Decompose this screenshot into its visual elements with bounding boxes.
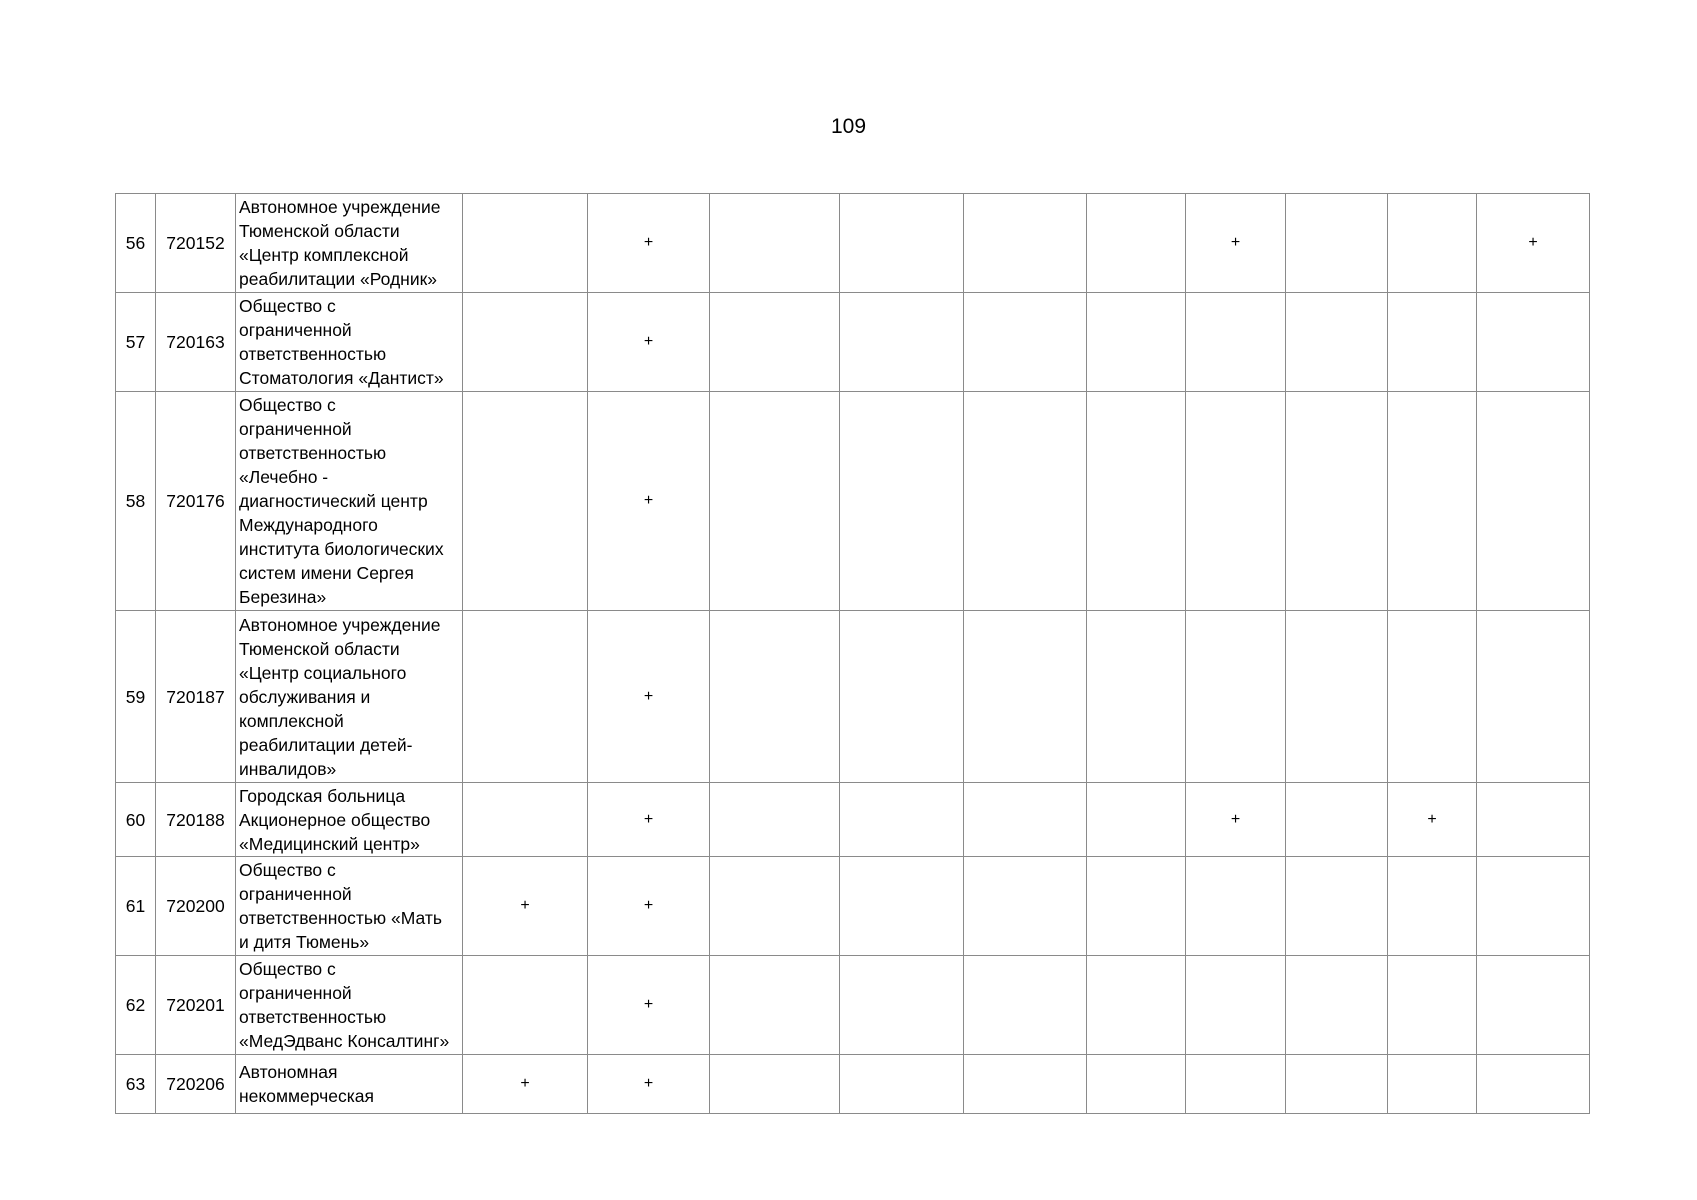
mark-cell (1186, 857, 1286, 956)
organization-code: 720176 (156, 392, 236, 611)
mark-cell (840, 857, 964, 956)
mark-cell (1388, 956, 1477, 1055)
mark-cell (1286, 783, 1388, 857)
row-number: 59 (116, 611, 156, 783)
mark-cell (1087, 1055, 1186, 1114)
mark-cell (1286, 293, 1388, 392)
mark-cell (1186, 611, 1286, 783)
mark-cell (964, 783, 1087, 857)
table-body (116, 194, 1590, 1114)
mark-cell (1087, 956, 1186, 1055)
organization-code: 720206 (156, 1055, 236, 1114)
mark-cell (1477, 857, 1590, 956)
mark-cell (1286, 392, 1388, 611)
mark-cell (1186, 956, 1286, 1055)
mark-cell (1477, 392, 1590, 611)
mark-cell (964, 293, 1087, 392)
organization-name: Общество с ограниченной ответственностью Стоматология «Дантист» (236, 293, 463, 392)
mark-cell (1087, 392, 1186, 611)
mark-cell: + (588, 194, 710, 293)
mark-cell (1286, 194, 1388, 293)
mark-cell: + (588, 783, 710, 857)
organization-code: 720152 (156, 194, 236, 293)
mark-cell (1286, 1055, 1388, 1114)
mark-cell (1477, 783, 1590, 857)
table-row (116, 392, 1590, 611)
mark-cell: + (588, 857, 710, 956)
mark-cell (1388, 194, 1477, 293)
mark-cell (1087, 293, 1186, 392)
mark-cell (1186, 1055, 1286, 1114)
mark-cell: + (588, 956, 710, 1055)
mark-cell (463, 956, 588, 1055)
mark-cell (463, 293, 588, 392)
mark-cell (1477, 293, 1590, 392)
row-number: 60 (116, 783, 156, 857)
table-row (116, 1055, 1590, 1114)
row-number: 63 (116, 1055, 156, 1114)
mark-cell: + (463, 857, 588, 956)
mark-cell: + (1186, 783, 1286, 857)
row-number: 62 (116, 956, 156, 1055)
mark-cell (1186, 392, 1286, 611)
mark-cell (964, 392, 1087, 611)
mark-cell (1186, 293, 1286, 392)
organizations-table (115, 193, 1590, 1114)
mark-cell (710, 194, 840, 293)
mark-cell (964, 611, 1087, 783)
mark-cell (710, 783, 840, 857)
mark-cell (964, 1055, 1087, 1114)
organization-name: Автономная некоммерческая (236, 1055, 463, 1114)
mark-cell (710, 956, 840, 1055)
mark-cell (840, 293, 964, 392)
organization-code: 720188 (156, 783, 236, 857)
mark-cell (840, 611, 964, 783)
mark-cell (710, 1055, 840, 1114)
mark-cell (1477, 956, 1590, 1055)
table-row (116, 956, 1590, 1055)
mark-cell: + (463, 1055, 588, 1114)
organization-code: 720200 (156, 857, 236, 956)
mark-cell (463, 392, 588, 611)
page-number: 109 (830, 115, 867, 138)
organization-code: 720201 (156, 956, 236, 1055)
mark-cell (1286, 956, 1388, 1055)
mark-cell (1286, 611, 1388, 783)
mark-cell (1388, 857, 1477, 956)
mark-cell (710, 392, 840, 611)
mark-cell: + (588, 293, 710, 392)
mark-cell (710, 857, 840, 956)
table-row (116, 783, 1590, 857)
mark-cell (1388, 1055, 1477, 1114)
mark-cell: + (588, 392, 710, 611)
organization-code: 720187 (156, 611, 236, 783)
row-number: 56 (116, 194, 156, 293)
mark-cell (1087, 857, 1186, 956)
row-number: 57 (116, 293, 156, 392)
organization-name: Общество с ограниченной ответственностью «МедЭдванс Консалтинг» (236, 956, 463, 1055)
mark-cell (840, 956, 964, 1055)
mark-cell: + (588, 611, 710, 783)
mark-cell (1477, 611, 1590, 783)
mark-cell (463, 194, 588, 293)
row-number: 58 (116, 392, 156, 611)
table-row (116, 611, 1590, 783)
mark-cell (964, 194, 1087, 293)
mark-cell: + (1477, 194, 1590, 293)
organization-name: Общество с ограниченной ответственностью «Мать и дитя Тюмень» (236, 857, 463, 956)
mark-cell (840, 392, 964, 611)
row-number: 61 (116, 857, 156, 956)
mark-cell (1087, 611, 1186, 783)
mark-cell (710, 611, 840, 783)
mark-cell (1388, 293, 1477, 392)
table-row (116, 857, 1590, 956)
mark-cell: + (588, 1055, 710, 1114)
organization-name: Городская больница Акционерное общество «Медицинский центр» (236, 783, 463, 857)
mark-cell (840, 194, 964, 293)
mark-cell (1087, 194, 1186, 293)
mark-cell (840, 1055, 964, 1114)
mark-cell (1286, 857, 1388, 956)
mark-cell (463, 783, 588, 857)
organization-name: Автономное учреждение Тюменской области «Центр комплексной реабилитации «Родник» (236, 194, 463, 293)
table-row (116, 194, 1590, 293)
organization-name: Автономное учреждение Тюменской области «Центр социального обслуживания и комплексной реабилитации детей- инвалидов» (236, 611, 463, 783)
mark-cell (1087, 783, 1186, 857)
mark-cell (1477, 1055, 1590, 1114)
mark-cell (710, 293, 840, 392)
mark-cell (964, 857, 1087, 956)
mark-cell (840, 783, 964, 857)
mark-cell: + (1186, 194, 1286, 293)
organization-name: Общество с ограниченной ответственностью «Лечебно - диагностический центр Международного института биологических систем имени Сергея Березина» (236, 392, 463, 611)
organization-code: 720163 (156, 293, 236, 392)
mark-cell (1388, 611, 1477, 783)
mark-cell: + (1388, 783, 1477, 857)
mark-cell (964, 956, 1087, 1055)
table-row (116, 293, 1590, 392)
mark-cell (1388, 392, 1477, 611)
mark-cell (463, 611, 588, 783)
